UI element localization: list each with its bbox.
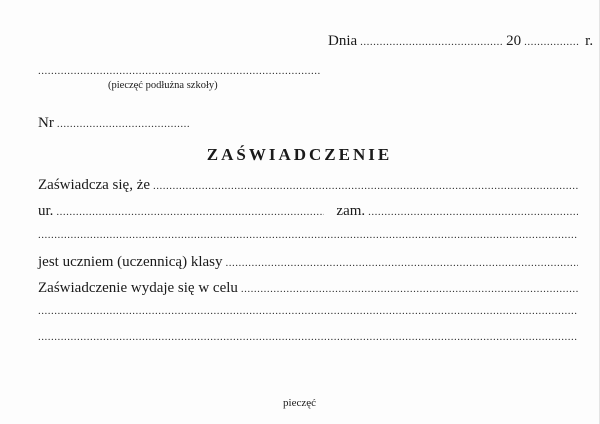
- born-label: ur.: [38, 203, 54, 219]
- purpose-label: Zaświadczenie wydaje się w celu: [38, 280, 238, 296]
- year-prefix: 20: [506, 33, 522, 49]
- date-field[interactable]: [360, 36, 502, 48]
- stamp-label: pieczęć: [283, 397, 316, 409]
- born-field[interactable]: [56, 206, 324, 218]
- certifies-field[interactable]: [153, 180, 578, 192]
- purpose-continuation-field-2[interactable]: [38, 331, 578, 343]
- year-field[interactable]: [524, 36, 580, 48]
- purpose-continuation-line-1: [38, 305, 578, 317]
- number-label: Nr: [38, 115, 54, 131]
- page-title: ZAŚWIADCZENIE: [206, 145, 393, 164]
- purpose-line: [38, 280, 578, 297]
- school-stamp-caption: (pieczęć podłużna szkoły): [108, 80, 218, 91]
- certifies-label: Zaświadcza się, że: [38, 177, 151, 193]
- student-class-line: [38, 254, 578, 271]
- student-label: jest uczniem (uczennicą) klasy: [38, 254, 223, 270]
- purpose-field[interactable]: [241, 283, 578, 295]
- residence-continuation-field[interactable]: [38, 229, 578, 241]
- student-class-field[interactable]: [226, 257, 579, 269]
- certifies-line: [38, 177, 578, 194]
- born-residence-line: [38, 203, 578, 220]
- residence-field[interactable]: [368, 206, 578, 218]
- date-label: Dnia: [328, 33, 358, 49]
- year-suffix: r.: [585, 33, 594, 49]
- residence-continuation-line: [38, 229, 578, 241]
- date-line: [328, 33, 594, 50]
- number-line: [38, 115, 190, 132]
- residence-label: zam.: [336, 203, 366, 219]
- school-stamp-line: [38, 65, 320, 77]
- purpose-continuation-line-2: [38, 331, 578, 343]
- number-field[interactable]: [57, 118, 190, 130]
- purpose-continuation-field-1[interactable]: [38, 305, 578, 317]
- school-stamp-field[interactable]: [38, 65, 320, 77]
